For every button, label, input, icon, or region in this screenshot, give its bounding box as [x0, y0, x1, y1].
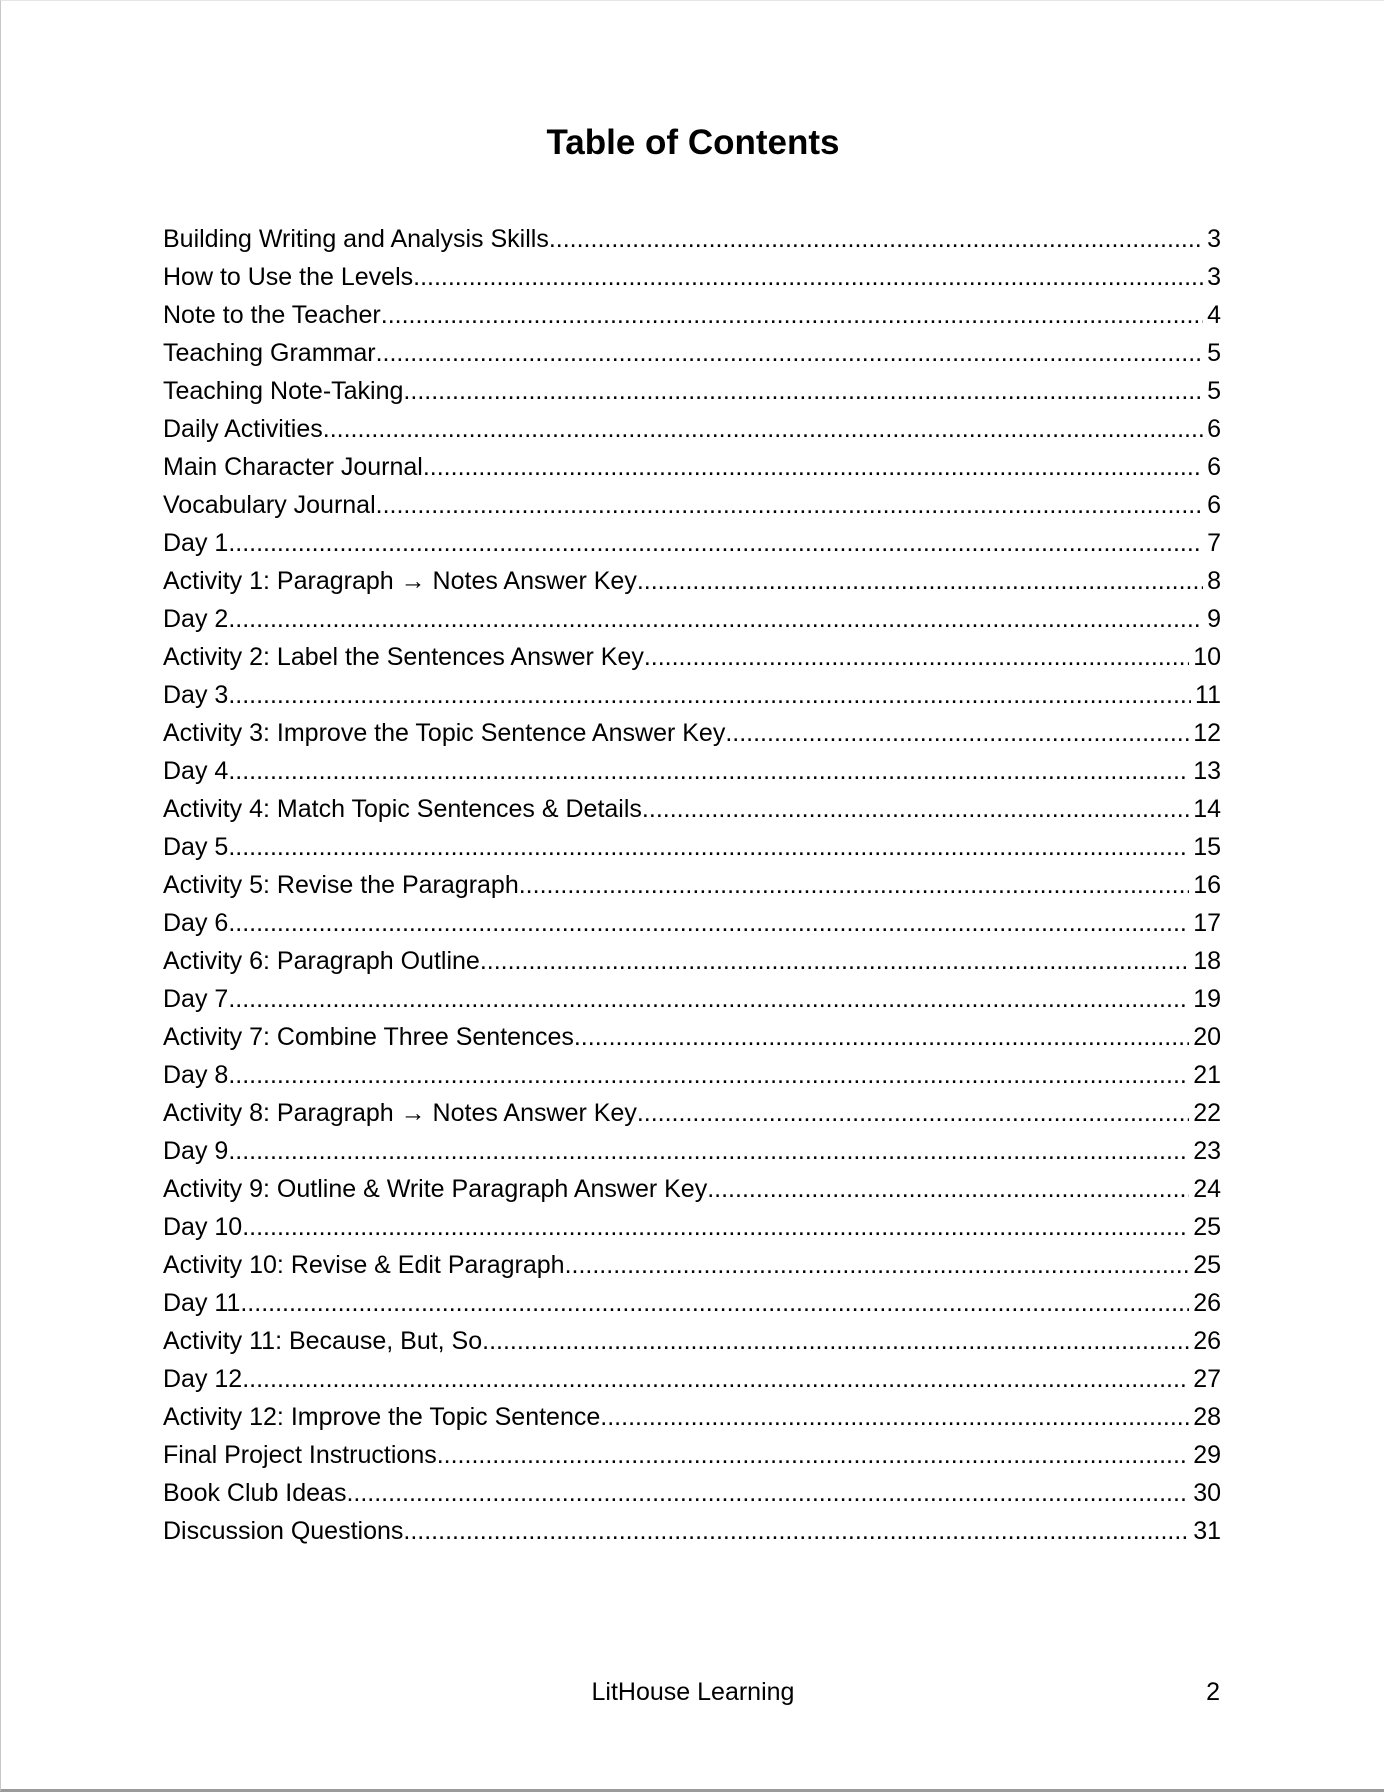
toc-entry[interactable] [163, 790, 1221, 828]
toc-entry[interactable] [163, 1170, 1221, 1208]
toc-dot-leader [403, 1512, 1189, 1550]
toc-entry-page-number: 24 [1193, 1175, 1221, 1203]
toc-dot-leader [228, 676, 1191, 714]
toc-dot-leader [637, 1094, 1189, 1132]
toc-entry[interactable] [163, 1322, 1221, 1360]
footer-publisher: LitHouse Learning [591, 1678, 795, 1706]
toc-entry-page-number: 4 [1207, 301, 1221, 329]
toc-dot-leader [242, 1360, 1189, 1398]
toc-entry-page-number: 8 [1207, 567, 1221, 595]
toc-entry-label: Day 11 [163, 1289, 241, 1317]
toc-entry[interactable] [163, 258, 1221, 296]
toc-dot-leader [228, 752, 1189, 790]
toc-dot-leader [228, 600, 1203, 638]
toc-entry-page-number: 12 [1193, 719, 1221, 747]
toc-entry-page-number: 6 [1207, 491, 1221, 519]
toc-entry-page-number: 26 [1193, 1327, 1221, 1355]
toc-entry[interactable] [163, 828, 1221, 866]
toc-entry-page-number: 17 [1193, 909, 1221, 937]
toc-entry[interactable] [163, 448, 1221, 486]
toc-entry-label: Activity 4: Match Topic Sentences & Details [163, 795, 642, 823]
toc-entry[interactable] [163, 1360, 1221, 1398]
toc-entry-page-number: 5 [1207, 339, 1221, 367]
toc-entry[interactable] [163, 600, 1221, 638]
toc-entry-page-number: 3 [1207, 225, 1221, 253]
toc-entry-label: Day 9 [163, 1137, 229, 1165]
toc-entry-label: Day 2 [163, 605, 229, 633]
toc-entry[interactable] [163, 562, 1221, 600]
toc-entry-page-number: 22 [1193, 1099, 1221, 1127]
toc-entry-page-number: 21 [1193, 1061, 1221, 1089]
toc-entry[interactable] [163, 410, 1221, 448]
toc-entry-label: Activity 12: Improve the Topic Sentence [163, 1403, 601, 1431]
toc-entry[interactable] [163, 676, 1221, 714]
toc-dot-leader [519, 866, 1189, 904]
toc-entry-label: Vocabulary Journal [163, 491, 376, 519]
toc-entry-label: Day 5 [163, 833, 229, 861]
toc-entry-page-number: 3 [1207, 263, 1221, 291]
toc-entry-page-number: 31 [1193, 1517, 1221, 1545]
toc-entry-page-number: 18 [1193, 947, 1221, 975]
toc-dot-leader [600, 1398, 1189, 1436]
toc-entry-page-number: 16 [1193, 871, 1221, 899]
toc-dot-leader [228, 904, 1189, 942]
toc-entry[interactable] [163, 752, 1221, 790]
toc-entry-page-number: 29 [1193, 1441, 1221, 1469]
toc-entry-page-number: 6 [1207, 415, 1221, 443]
toc-entry-label: How to Use the Levels [163, 263, 414, 291]
toc-entry-page-number: 7 [1207, 529, 1221, 557]
toc-entry-page-number: 14 [1193, 795, 1221, 823]
toc-entry-label: Day 1 [163, 529, 229, 557]
toc-dot-leader [240, 1284, 1189, 1322]
toc-dot-leader [565, 1246, 1190, 1284]
toc-entry-page-number: 9 [1207, 605, 1221, 633]
toc-entry[interactable] [163, 714, 1221, 752]
toc-entry-label: Day 4 [163, 757, 229, 785]
toc-entry[interactable] [163, 904, 1221, 942]
toc-entry[interactable] [163, 866, 1221, 904]
toc-dot-leader [403, 372, 1203, 410]
toc-dot-leader [376, 334, 1204, 372]
toc-dot-leader [437, 1436, 1189, 1474]
toc-dot-leader [381, 296, 1203, 334]
toc-entry-page-number: 23 [1193, 1137, 1221, 1165]
toc-entry[interactable] [163, 220, 1221, 258]
toc-entry[interactable] [163, 1132, 1221, 1170]
toc-dot-leader [242, 1208, 1189, 1246]
toc-entry-label: Activity 11: Because, But, So [163, 1327, 483, 1355]
toc-entry-page-number: 25 [1193, 1213, 1221, 1241]
toc-entry[interactable] [163, 1246, 1221, 1284]
toc-dot-leader [228, 980, 1189, 1018]
toc-entry[interactable] [163, 1474, 1221, 1512]
toc-entry-label: Activity 8: Paragraph → Notes Answer Key [163, 1099, 637, 1127]
toc-entry[interactable] [163, 638, 1221, 676]
toc-entry-label: Final Project Instructions [163, 1441, 437, 1469]
toc-entry[interactable] [163, 524, 1221, 562]
toc-dot-leader [574, 1018, 1189, 1056]
toc-entry-label: Day 3 [163, 681, 229, 709]
toc-dot-leader [482, 1322, 1189, 1360]
toc-entry-page-number: 15 [1193, 833, 1221, 861]
toc-entry-label: Activity 7: Combine Three Sentences [163, 1023, 574, 1051]
toc-entry[interactable] [163, 942, 1221, 980]
toc-entry-page-number: 5 [1207, 377, 1221, 405]
toc-entry-page-number: 20 [1193, 1023, 1221, 1051]
toc-entry[interactable] [163, 1436, 1221, 1474]
toc-entry-page-number: 10 [1193, 643, 1221, 671]
toc-entry-label: Book Club Ideas [163, 1479, 347, 1507]
toc-entry-label: Teaching Grammar [163, 339, 376, 367]
toc-entry-label: Activity 6: Paragraph Outline [163, 947, 480, 975]
toc-entry-label: Day 10 [163, 1213, 243, 1241]
toc-entry[interactable] [163, 1512, 1221, 1550]
toc-entry[interactable] [163, 1018, 1221, 1056]
toc-dot-leader [228, 524, 1203, 562]
toc-entry-page-number: 30 [1193, 1479, 1221, 1507]
toc-entry-label: Day 12 [163, 1365, 243, 1393]
toc-dot-leader [549, 220, 1203, 258]
toc-entry-page-number: 13 [1193, 757, 1221, 785]
toc-entry-label: Daily Activities [163, 415, 323, 443]
toc-entry[interactable] [163, 372, 1221, 410]
toc-dot-leader [323, 410, 1203, 448]
toc-dot-leader [346, 1474, 1189, 1512]
toc-entry[interactable] [163, 296, 1221, 334]
toc-dot-leader [637, 562, 1203, 600]
toc-dot-leader [376, 486, 1203, 524]
toc-dot-leader [228, 1056, 1189, 1094]
toc-entry-label: Day 8 [163, 1061, 229, 1089]
toc-entry-label: Activity 2: Label the Sentences Answer Key [163, 643, 644, 671]
toc-entry-label: Building Writing and Analysis Skills [163, 225, 549, 253]
toc-entry[interactable] [163, 980, 1221, 1018]
toc-entry[interactable] [163, 1398, 1221, 1436]
toc-entry-page-number: 11 [1195, 681, 1221, 709]
toc-entry-label: Note to the Teacher [163, 301, 381, 329]
toc-entry-page-number: 19 [1193, 985, 1221, 1013]
page-title: Table of Contents [546, 123, 840, 162]
toc-entry[interactable] [163, 1284, 1221, 1322]
toc-entry-label: Activity 5: Revise the Paragraph [163, 871, 519, 899]
toc-entry-label: Day 7 [163, 985, 229, 1013]
toc-entry-label: Activity 10: Revise & Edit Paragraph [163, 1251, 565, 1279]
toc-entry-label: Day 6 [163, 909, 229, 937]
toc-entry-page-number: 28 [1193, 1403, 1221, 1431]
toc-entry-label: Discussion Questions [163, 1517, 404, 1545]
toc-entry-label: Activity 9: Outline & Write Paragraph Answer Key [163, 1175, 708, 1203]
table-of-contents [163, 220, 1221, 1550]
toc-entry-label: Activity 3: Improve the Topic Sentence Answer Key [163, 719, 726, 747]
toc-entry-page-number: 25 [1193, 1251, 1221, 1279]
toc-entry[interactable] [163, 1208, 1221, 1246]
toc-entry[interactable] [163, 1056, 1221, 1094]
toc-dot-leader [644, 638, 1189, 676]
toc-dot-leader [480, 942, 1189, 980]
toc-dot-leader [725, 714, 1189, 752]
toc-entry-page-number: 26 [1193, 1289, 1221, 1317]
toc-dot-leader [707, 1170, 1189, 1208]
toc-entry-page-number: 6 [1207, 453, 1221, 481]
toc-dot-leader [423, 448, 1203, 486]
toc-entry[interactable] [163, 486, 1221, 524]
toc-dot-leader [228, 828, 1189, 866]
toc-entry-page-number: 27 [1193, 1365, 1221, 1393]
toc-entry-label: Teaching Note-Taking [163, 377, 404, 405]
toc-entry-label: Activity 1: Paragraph → Notes Answer Key [163, 567, 637, 595]
footer-page-number: 2 [1206, 1678, 1220, 1706]
toc-entry-label: Main Character Journal [163, 453, 423, 481]
toc-entry[interactable] [163, 334, 1221, 372]
toc-dot-leader [642, 790, 1189, 828]
toc-dot-leader [228, 1132, 1189, 1170]
toc-entry[interactable] [163, 1094, 1221, 1132]
toc-dot-leader [413, 258, 1203, 296]
